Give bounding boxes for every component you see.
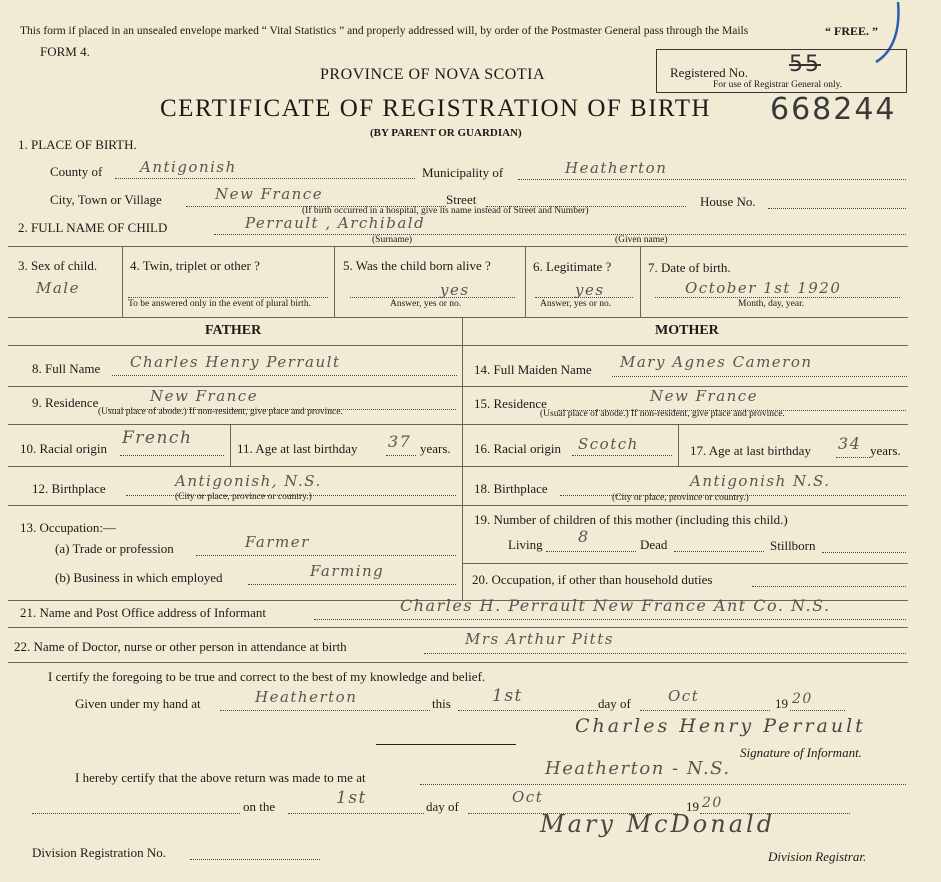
registered-no-note: For use of Registrar General only. <box>713 80 843 90</box>
sex-label: 3. Sex of child. <box>18 258 98 273</box>
child-name-value: Perrault , Archibald <box>245 214 426 232</box>
registration-box <box>656 49 907 93</box>
on-the-label: on the <box>243 799 276 814</box>
mother-age-value: 34 <box>838 434 862 453</box>
date-of-birth-note: Month, day, year. <box>738 299 805 309</box>
child-name-label: 2. FULL NAME OF CHILD <box>18 220 168 235</box>
given-under-label: Given under my hand at <box>75 696 201 711</box>
county-value: Antigonish <box>140 158 237 176</box>
mother-racial-label: 16. Racial origin <box>474 441 562 456</box>
father-name-label: 8. Full Name <box>32 361 101 376</box>
father-name-value: Charles Henry Perrault <box>130 353 341 371</box>
cert-day-value: 1st <box>492 686 523 706</box>
attendant-value: Mrs Arthur Pitts <box>465 630 614 648</box>
trade-label: (a) Trade or profession <box>55 541 174 556</box>
province-heading: PROVINCE OF NOVA SCOTIA <box>320 66 546 83</box>
mother-age-label: 17. Age at last birthday <box>690 443 811 458</box>
mother-residence-value: New France <box>650 387 759 405</box>
mother-birthplace-label: 18. Birthplace <box>474 481 548 496</box>
living-value: 8 <box>578 527 590 546</box>
registrar-day-of-label: day of <box>426 799 459 814</box>
trade-value: Farmer <box>245 533 310 551</box>
born-alive-label: 5. Was the child born alive ? <box>343 258 491 273</box>
mother-name-label: 14. Full Maiden Name <box>474 362 592 377</box>
business-label: (b) Business in which employed <box>55 570 223 585</box>
father-racial-value: French <box>122 428 193 448</box>
certification-statement: I certify the foregoing to be true and correct to the best of my knowledge and belief. <box>48 669 486 684</box>
place-of-birth-heading: 1. PLACE OF BIRTH. <box>18 137 137 152</box>
father-birthplace-note: (City or place, province or country.) <box>175 492 312 502</box>
father-heading: FATHER <box>205 323 262 338</box>
attendant-label: 22. Name of Doctor, nurse or other person in attendance at birth <box>14 639 347 654</box>
street-note: (If birth occurred in a hospital, give its name instead of Street and Number) <box>302 206 589 216</box>
father-age-label: 11. Age at last birthday <box>237 441 358 456</box>
mailing-notice: This form if placed in an unsealed envelope marked “ Vital Statistics ” and properly addressed will, by order of the Postmaster General pass through the Mails <box>20 25 749 37</box>
informant-label: 21. Name and Post Office address of Informant <box>20 605 266 620</box>
date-of-birth-label: 7. Date of birth. <box>648 260 731 275</box>
house-no-label: House No. <box>700 194 756 209</box>
business-value: Farming <box>310 562 385 580</box>
certificate-subtitle: (BY PARENT OR GUARDIAN) <box>370 127 522 139</box>
registrar-place-value: Heatherton - N.S. <box>545 758 731 779</box>
father-age-value: 37 <box>388 432 412 451</box>
father-residence-value: New France <box>150 387 259 405</box>
county-label: County of <box>50 164 103 179</box>
registrar-year-prefix: 19 <box>686 799 699 814</box>
children-count-label: 19. Number of children of this mother (including this child.) <box>474 512 788 527</box>
date-of-birth-value: October 1st 1920 <box>685 279 842 297</box>
sex-value: Male <box>36 279 80 297</box>
registrar-year-suffix: 20 <box>702 795 723 811</box>
informant-signature-label: Signature of Informant. <box>740 745 862 760</box>
street-label: Street <box>446 192 477 207</box>
surname-note: (Surname) <box>372 235 413 245</box>
father-birthplace-label: 12. Birthplace <box>32 481 106 496</box>
mother-occupation-label: 20. Occupation, if other than household duties <box>472 572 713 587</box>
informant-signature: Charles Henry Perrault <box>575 715 866 737</box>
father-residence-note: (Usual place of abode.) If non-resident, give place and province. <box>98 407 343 417</box>
born-alive-value: yes <box>440 281 470 299</box>
legitimate-label: 6. Legitimate ? <box>533 259 612 274</box>
mother-residence-label: 15. Residence <box>474 396 547 411</box>
mother-birthplace-value: Antigonish N.S. <box>690 472 831 490</box>
mother-heading: MOTHER <box>655 323 719 338</box>
cert-month-value: Oct <box>668 687 700 705</box>
living-label: Living <box>508 537 543 552</box>
form-number: FORM 4. <box>40 44 90 59</box>
legitimate-value: yes <box>575 281 605 299</box>
municipality-label: Municipality of <box>422 165 504 180</box>
division-registration-no-label: Division Registration No. <box>32 845 166 860</box>
twin-note: To be answered only in the event of plural birth. <box>128 299 311 309</box>
mother-racial-value: Scotch <box>578 435 639 453</box>
registered-no-label: Registered No. <box>670 65 748 80</box>
legitimate-note: Answer, yes or no. <box>540 299 612 309</box>
day-of-label: day of <box>598 696 631 711</box>
certificate-number: 668244 <box>770 92 897 127</box>
born-alive-note: Answer, yes or no. <box>390 299 462 309</box>
mailing-free: “ FREE. ” <box>825 24 879 38</box>
city-value: New France <box>215 185 324 203</box>
informant-value: Charles H. Perrault New France Ant Co. N.S. <box>400 596 831 615</box>
given-name-note: (Given name) <box>615 235 668 245</box>
twin-label: 4. Twin, triplet or other ? <box>130 258 260 273</box>
mother-name-value: Mary Agnes Cameron <box>620 353 813 371</box>
division-registrar-label: Division Registrar. <box>768 849 867 864</box>
registrar-statement: I hereby certify that the above return was made to me at <box>75 770 366 785</box>
father-residence-label: 9. Residence <box>32 395 99 410</box>
dead-label: Dead <box>640 537 668 552</box>
stillborn-label: Stillborn <box>770 538 816 553</box>
mother-residence-note: (Usual place of abode.) If non-resident, give place and province. <box>540 409 785 419</box>
this-label: this <box>432 696 451 711</box>
certificate-title: CERTIFICATE OF REGISTRATION OF BIRTH <box>160 95 712 122</box>
mother-birthplace-note: (City or place, province or country.) <box>612 493 749 503</box>
father-racial-label: 10. Racial origin <box>20 441 108 456</box>
father-age-unit: years. <box>420 441 451 456</box>
mother-age-unit: years. <box>870 443 901 458</box>
registrar-signature: Mary McDonald <box>540 810 776 838</box>
occupation-label: 13. Occupation:— <box>20 520 117 535</box>
struck-registration-number: 55 <box>789 52 821 77</box>
cert-year-suffix: 20 <box>792 691 813 707</box>
municipality-value: Heatherton <box>565 159 668 177</box>
father-birthplace-value: Antigonish, N.S. <box>175 472 322 490</box>
city-label: City, Town or Village <box>50 192 162 207</box>
registrar-day-value: 1st <box>336 788 367 808</box>
cert-year-prefix: 19 <box>775 696 788 711</box>
given-place-value: Heatherton <box>255 688 358 706</box>
registrar-month-value: Oct <box>512 788 544 806</box>
